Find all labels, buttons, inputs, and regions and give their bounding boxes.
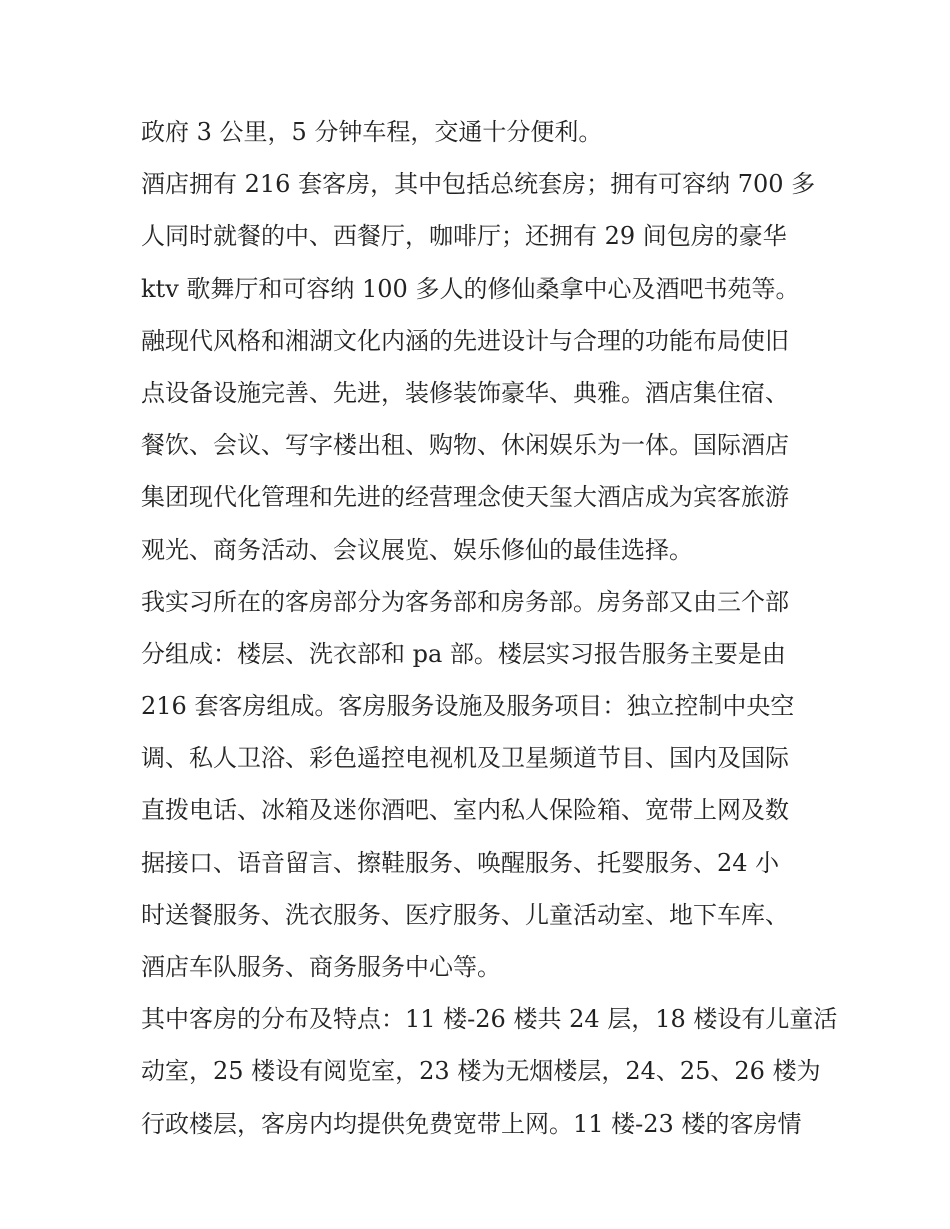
text-line: 酒店拥有 216 套客房，其中包括总统套房；拥有可容纳 700 多: [141, 170, 816, 199]
text-line: 其中客房的分布及特点：11 楼-26 楼共 24 层，18 楼设有儿童活: [141, 1005, 838, 1034]
text-line: 点设备设施完善、先进，装修装饰豪华、典雅。酒店集住宿、: [141, 378, 789, 407]
text-line: 行政楼层，客房内均提供免费宽带上网。11 楼-23 楼的客房情: [141, 1109, 802, 1138]
text-line: 调、私人卫浴、彩色遥控电视机及卫星频道节目、国内及国际: [141, 744, 789, 773]
text-line: 人同时就餐的中、西餐厅，咖啡厅；还拥有 29 间包房的豪华: [141, 222, 787, 251]
text-line: ktv 歌舞厅和可容纳 100 多人的修仙桑拿中心及酒吧书苑等。: [141, 274, 800, 303]
text-line: 动室，25 楼设有阅览室，23 楼为无烟楼层，24、25、26 楼为: [141, 1057, 821, 1086]
text-line: 时送餐服务、洗衣服务、医疗服务、儿童活动室、地下车库、: [141, 900, 789, 929]
text-line: 我实习所在的客房部分为客务部和房务部。房务部又由三个部: [141, 587, 789, 616]
text-line: 直拨电话、冰箱及迷你酒吧、室内私人保险箱、宽带上网及数: [141, 796, 789, 825]
text-line: 分组成：楼层、洗衣部和 pa 部。楼层实习报告服务主要是由: [141, 639, 786, 668]
body-text: [141, 106, 838, 1150]
text-line: 观光、商务活动、会议展览、娱乐修仙的最佳选择。: [141, 535, 693, 564]
text-line: 餐饮、会议、写字楼出租、购物、休闲娱乐为一体。国际酒店: [141, 431, 789, 460]
text-line: 据接口、语音留言、擦鞋服务、唤醒服务、托婴服务、24 小: [141, 848, 780, 877]
text-line: 酒店车队服务、商务服务中心等。: [141, 953, 501, 981]
text-line: 216 套客房组成。客房服务设施及服务项目：独立控制中央空: [141, 692, 795, 721]
text-line: 集团现代化管理和先进的经营理念使天玺大酒店成为宾客旅游: [141, 483, 789, 512]
text-line: 政府 3 公里，5 分钟车程，交通十分便利。: [141, 118, 603, 146]
text-line: 融现代风格和湘湖文化内涵的先进设计与合理的功能布局使旧: [141, 326, 789, 355]
